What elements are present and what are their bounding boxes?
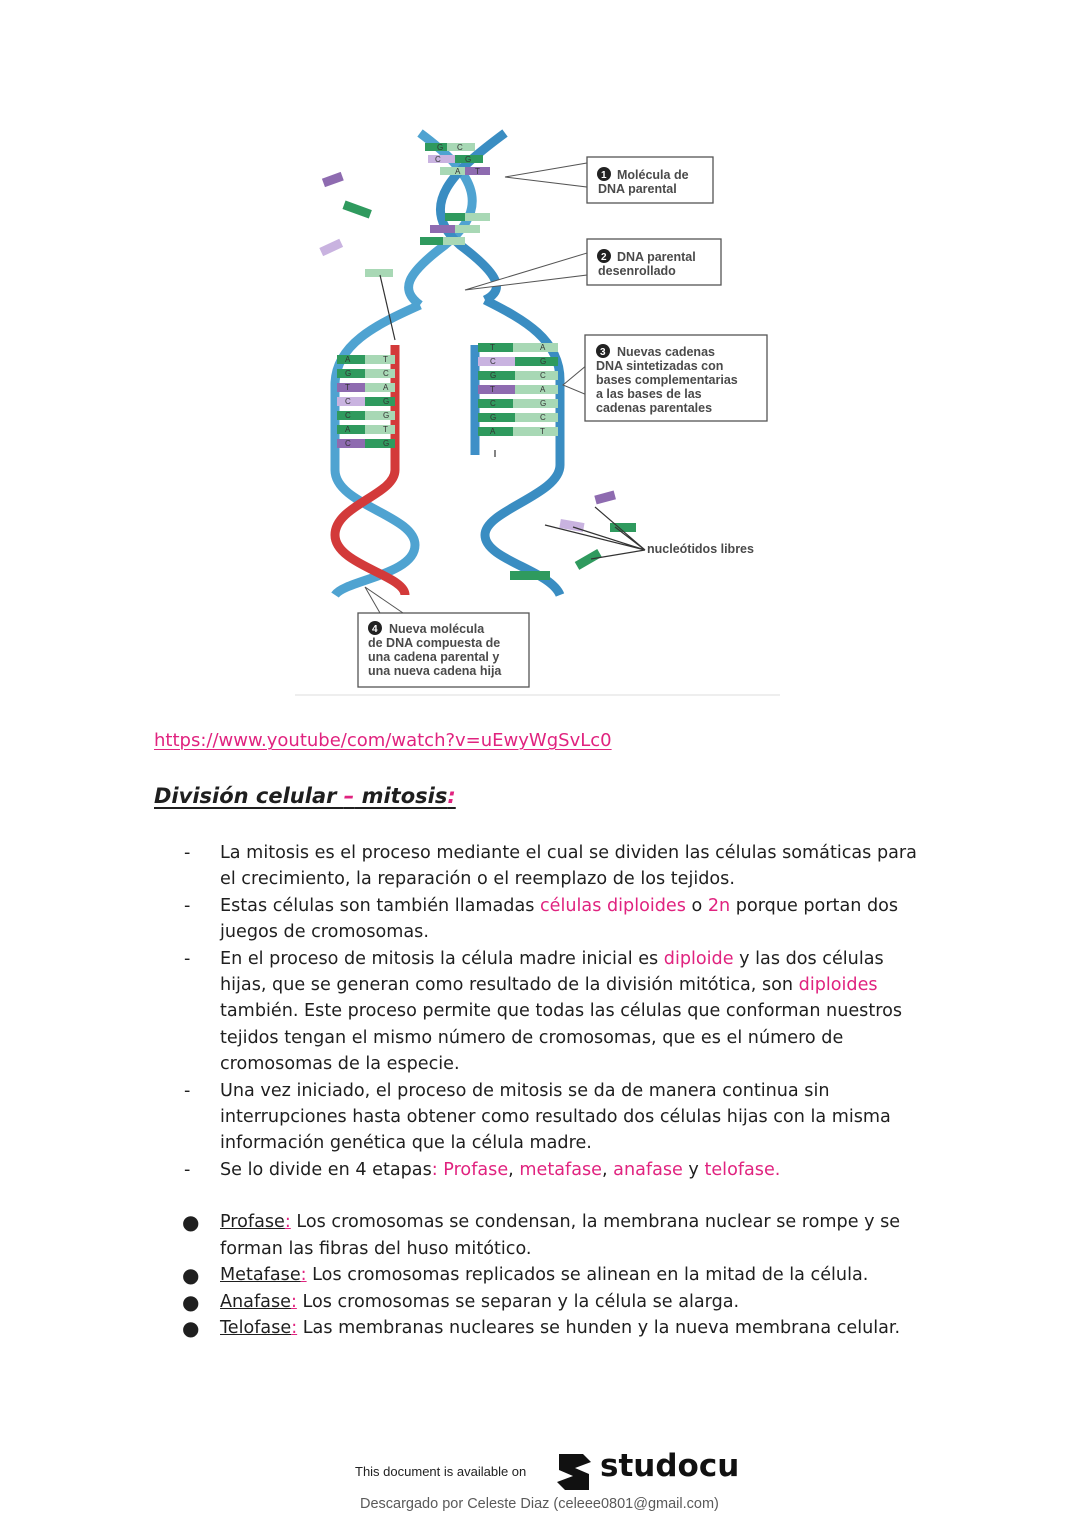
mitosis-list: [0, 840, 1080, 1341]
svg-text:DNA sintetizadas con: DNA sintetizadas con: [596, 359, 724, 373]
dna-replication-diagram: [295, 125, 785, 697]
list-item: - La mitosis es el proceso mediante el cual se dividen las células somáticas para el crecimiento, la reparación o el reemplazo de los tejidos.: [184, 843, 917, 890]
svg-text:C: C: [490, 399, 496, 408]
phase-item: ● Telofase: Las membranas nucleares se hunden y la nueva membrana celular.: [182, 1315, 901, 1340]
free-nucleotides-label: nucleótidos libres: [647, 542, 754, 556]
svg-text:A: A: [345, 355, 351, 364]
footer-available-text: This document is available on: [355, 1464, 527, 1479]
callout-parental-molecule: [505, 157, 713, 203]
svg-text:C: C: [383, 369, 389, 378]
svg-text:una cadena parental y: una cadena parental y: [368, 650, 500, 664]
svg-text:DNA parental: DNA parental: [617, 250, 696, 264]
svg-text:G: G: [383, 397, 390, 406]
svg-text:C: C: [345, 411, 351, 420]
svg-text:Molécula de: Molécula de: [617, 168, 689, 182]
svg-text:C: C: [457, 143, 463, 152]
svg-text:C: C: [345, 439, 351, 448]
svg-text:A: A: [383, 383, 389, 392]
svg-text:A: A: [540, 385, 546, 394]
right-base-pairs: [478, 343, 558, 436]
svg-text:T: T: [383, 355, 388, 364]
svg-text:T: T: [490, 385, 495, 394]
parental-base-pairs: [420, 143, 490, 245]
svg-text:cadenas parentales: cadenas parentales: [596, 401, 713, 415]
svg-text:G: G: [345, 369, 352, 378]
svg-text:Nueva molécula: Nueva molécula: [389, 622, 485, 636]
svg-text:T: T: [383, 425, 388, 434]
list-item: - Se lo divide en 4 etapas: Profase, metafase, anafase y telofase.: [184, 1159, 781, 1180]
svg-text:1: 1: [601, 170, 607, 181]
svg-text:A: A: [345, 425, 351, 434]
svg-text:G: G: [437, 143, 444, 152]
heading-dash: –: [343, 784, 355, 808]
svg-text:G: G: [490, 413, 497, 422]
svg-text:4: 4: [372, 624, 378, 635]
svg-text:T: T: [475, 167, 480, 176]
phase-item: ● Anafase: Los cromosomas se separan y la célula se alarga.: [182, 1289, 740, 1314]
svg-text:T: T: [490, 343, 495, 352]
svg-text:A: A: [490, 427, 496, 436]
svg-text:G: G: [383, 411, 390, 420]
svg-text:C: C: [345, 397, 351, 406]
svg-text:A: A: [540, 343, 546, 352]
svg-text:2: 2: [601, 252, 607, 263]
svg-text:T: T: [345, 383, 350, 392]
callout-unwound-dna: [465, 239, 721, 290]
svg-text:T: T: [540, 427, 545, 436]
callout-new-molecule: [358, 587, 529, 687]
phase-item: ● Profase: Los cromosomas se condensan, la membrana nuclear se rompe y se forman las fibras del huso mitótico.: [182, 1210, 901, 1259]
svg-text:a las bases de las: a las bases de las: [596, 387, 702, 401]
callout-new-strands: [563, 335, 767, 421]
svg-text:G: G: [465, 155, 472, 164]
svg-text:A: A: [455, 167, 461, 176]
studocu-logo-text[interactable]: studocu: [600, 1448, 740, 1484]
svg-text:desenrollado: desenrollado: [598, 264, 676, 278]
svg-text:DNA parental: DNA parental: [598, 182, 677, 196]
svg-text:C: C: [540, 371, 546, 380]
youtube-link[interactable]: https://www.youtube/com/watch?v=uEwyWgSvLc0: [154, 730, 612, 751]
list-item: - Una vez iniciado, el proceso de mitosis se da de manera continua sin interrupciones hasta obtener como resultado dos células hijas con la misma información genética que la célula madre.: [184, 1080, 891, 1154]
heading-text-b: mitosis: [354, 784, 448, 808]
svg-text:una nueva cadena hija: una nueva cadena hija: [368, 664, 502, 678]
svg-text:G: G: [540, 357, 547, 366]
list-item: - En el proceso de mitosis la célula madre inicial es diploide y las dos células hijas, que se generan como resultado de la división mitótica, son diploides también. Este proceso permite que todas las células que conforman nuestros tejidos tengan el mismo número de cromosomas, que es el número de cromosomas de la especie.: [184, 948, 903, 1075]
left-base-pairs: [337, 355, 395, 448]
list-item: - Estas células son también llamadas células diploides o 2n porque portan dos juegos de cromosomas.: [184, 895, 899, 943]
svg-text:bases complementarias: bases complementarias: [596, 373, 738, 387]
svg-text:C: C: [435, 155, 441, 164]
svg-text:Nuevas cadenas: Nuevas cadenas: [617, 345, 715, 359]
svg-text:C: C: [490, 357, 496, 366]
svg-text:de DNA compuesta de: de DNA compuesta de: [368, 636, 501, 650]
svg-text:G: G: [383, 439, 390, 448]
footer-downloaded-text: Descargado por Celeste Diaz (celeee0801@gmail.com): [360, 1496, 719, 1512]
svg-text:G: G: [540, 399, 547, 408]
phase-item: ● Metafase: Los cromosomas replicados se alinean en la mitad de la célula.: [182, 1263, 869, 1288]
heading-colon: :: [447, 784, 456, 808]
studocu-logo-icon: [553, 1450, 595, 1494]
svg-text:3: 3: [600, 347, 606, 358]
svg-text:C: C: [540, 413, 546, 422]
svg-text:G: G: [490, 371, 497, 380]
section-heading: [154, 784, 456, 808]
heading-text-a: División celular: [154, 784, 344, 808]
